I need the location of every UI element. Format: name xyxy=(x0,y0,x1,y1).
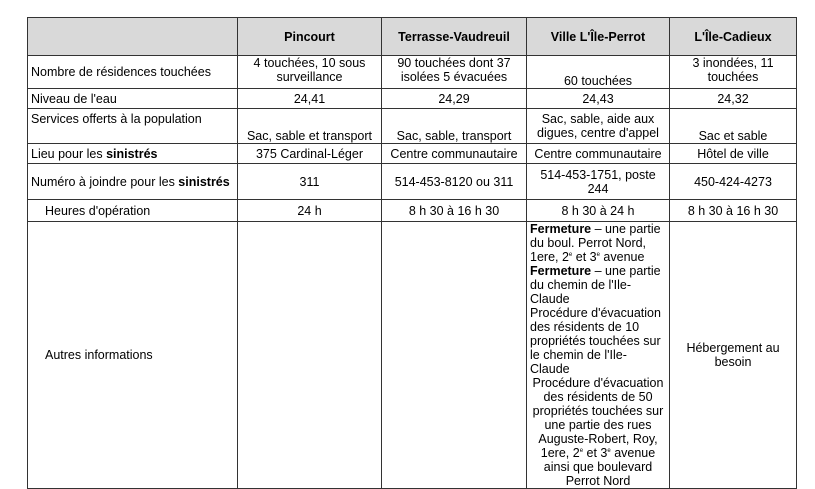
cell-heures-cadieux: 8 h 30 à 16 h 30 xyxy=(670,200,797,222)
cell-lieu-perrot: Centre communautaire xyxy=(527,144,670,164)
fermeture-2-title: Fermeture xyxy=(530,264,592,278)
fermeture-2-text: – une partie du chemin de l'Ile-Claude xyxy=(530,264,661,306)
table-row xyxy=(28,144,797,164)
lieu-label-text: Lieu pour les xyxy=(31,146,107,161)
cell-services-perrot: Sac, sable, aide aux digues, centre d'appel xyxy=(527,109,670,144)
procedure-2-a: Procédure d'évacuation des résidents de 50 propriétés touchées sur une partie des rues Auguste-Robert, Roy, 1ere, 2 xyxy=(532,376,664,460)
cell-services-terrasse: Sac, sable, transport xyxy=(382,109,527,144)
cell-heures-terrasse: 8 h 30 à 16 h 30 xyxy=(382,200,527,222)
cell-numero-cadieux: 450-424-4273 xyxy=(670,164,797,200)
procedure-2-sup2: e xyxy=(607,447,611,454)
cell-heures-pincourt: 24 h xyxy=(238,200,382,222)
cell-services-cadieux: Sac et sable xyxy=(670,109,797,144)
row-label-residences: Nombre de résidences touchées xyxy=(28,56,238,89)
col-header-pincourt: Pincourt xyxy=(238,18,382,56)
table-row xyxy=(28,200,797,222)
procedure-2-sup1: e xyxy=(579,447,584,454)
row-label-numero xyxy=(28,164,238,200)
row-label-lieu xyxy=(28,144,238,164)
row-label-niveau: Niveau de l'eau xyxy=(28,89,238,109)
col-header-ile-cadieux: L'Île-Cadieux xyxy=(670,18,797,56)
numero-label-text: Numéro à joindre pour les xyxy=(31,174,179,189)
row-label-services: Services offerts à la population xyxy=(28,109,238,144)
cell-autres-pincourt xyxy=(238,222,382,489)
col-header-terrasse-vaudreuil: Terrasse-Vaudreuil xyxy=(382,18,527,56)
cell-services-pincourt: Sac, sable et transport xyxy=(238,109,382,144)
cell-numero-terrasse: 514-453-8120 ou 311 xyxy=(382,164,527,200)
procedure-1: Procédure d'évacuation des résidents de 10 propriétés touchées sur le chemin de l'Ile-Claude xyxy=(530,306,661,376)
cell-niveau-pincourt: 24,41 xyxy=(238,89,382,109)
fermeture-1-sup2: e xyxy=(596,251,600,258)
fermeture-1-text: – une partie du boul. Perrot Nord, 1ere, 2 xyxy=(530,222,661,264)
cell-lieu-cadieux: Hôtel de ville xyxy=(670,144,797,164)
procedure-2-end: avenue ainsi que boulevard Perrot Nord xyxy=(543,446,656,488)
fermeture-1-title: Fermeture xyxy=(530,222,592,236)
table-row xyxy=(28,89,797,109)
header-row xyxy=(28,18,797,56)
cell-residences-terrasse: 90 touchées dont 37 isolées 5 évacuées xyxy=(382,56,527,89)
cell-niveau-terrasse: 24,29 xyxy=(382,89,527,109)
fermeture-1-mid: et 3 xyxy=(572,250,597,264)
cell-heures-perrot: 8 h 30 à 24 h xyxy=(527,200,670,222)
fermeture-2 xyxy=(530,264,666,306)
cell-autres-cadieux: Hébergement au besoin xyxy=(670,222,797,489)
cell-lieu-terrasse: Centre communautaire xyxy=(382,144,527,164)
cell-autres-terrasse xyxy=(382,222,527,489)
row-label-autres: Autres informations xyxy=(28,222,238,489)
cell-residences-cadieux: 3 inondées, 11 touchées xyxy=(670,56,797,89)
fermeture-1-sup1: e xyxy=(568,251,573,258)
table-row xyxy=(28,56,797,89)
corner-cell xyxy=(28,18,238,56)
numero-label-bold: sinistrés xyxy=(178,174,230,189)
cell-autres-perrot xyxy=(527,222,670,489)
cell-residences-perrot: 60 touchées xyxy=(527,56,670,89)
cell-numero-pincourt: 311 xyxy=(238,164,382,200)
lieu-label-bold: sinistrés xyxy=(106,146,158,161)
table-row xyxy=(28,164,797,200)
cell-niveau-perrot: 24,43 xyxy=(527,89,670,109)
procedure-2 xyxy=(530,376,666,488)
table-row xyxy=(28,109,797,144)
col-header-ile-perrot: Ville L'Île-Perrot xyxy=(527,18,670,56)
fermeture-1 xyxy=(530,222,666,264)
cell-residences-pincourt: 4 touchées, 10 sous surveillance xyxy=(238,56,382,89)
cell-lieu-pincourt: 375 Cardinal-Léger xyxy=(238,144,382,164)
situation-table xyxy=(27,17,797,489)
procedure-2-mid: et 3 xyxy=(583,446,608,460)
cell-numero-perrot: 514-453-1751, poste 244 xyxy=(527,164,670,200)
cell-niveau-cadieux: 24,32 xyxy=(670,89,797,109)
fermeture-1-end: avenue xyxy=(599,250,645,264)
table-row xyxy=(28,222,797,489)
row-label-heures: Heures d'opération xyxy=(28,200,238,222)
